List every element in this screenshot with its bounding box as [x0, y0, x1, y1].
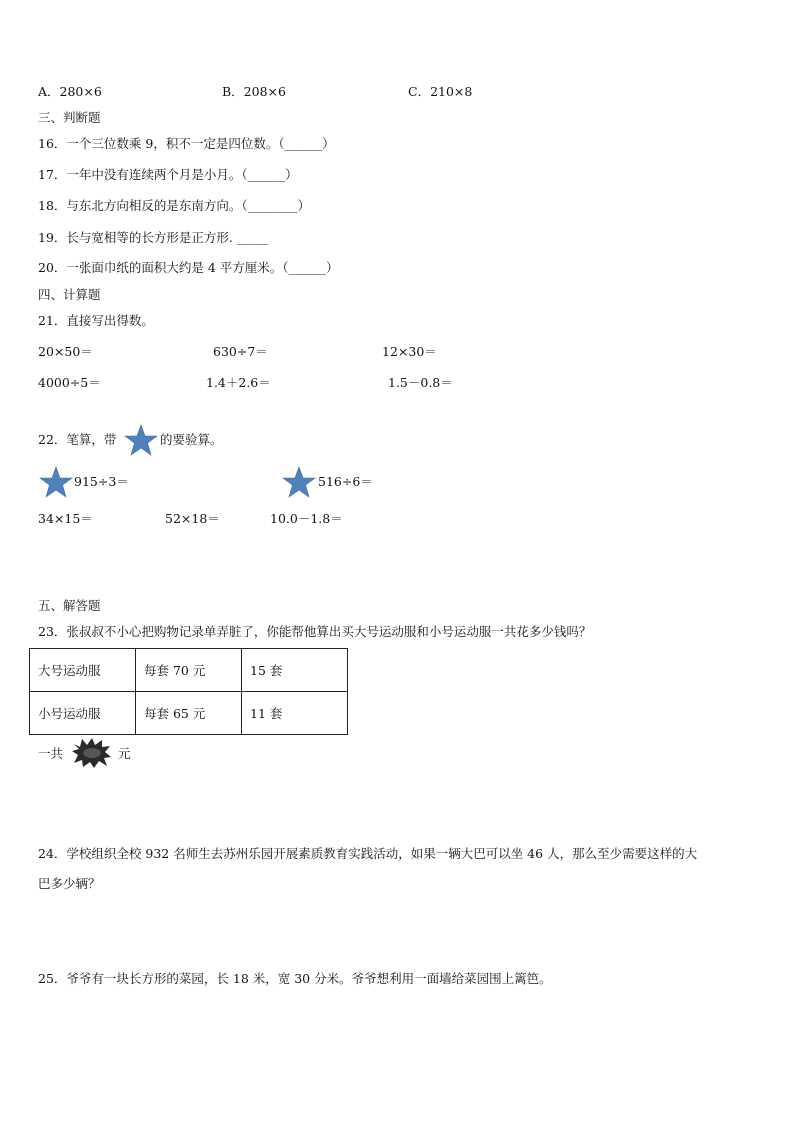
question-18: 18．与东北方向相反的是东南方向。（________）: [38, 198, 311, 213]
question-19: 19．长与宽相等的长方形是正方形. _____: [38, 230, 269, 245]
section-title-word-problems: 五、解答题: [38, 598, 101, 613]
calc-21-5: 1.4＋2.6＝: [206, 375, 271, 390]
question-25: 25．爷爷有一块长方形的菜园，长 18 米，宽 30 分米。爷爷想利用一面墙给菜园围上篱笆。: [38, 971, 552, 986]
question-24-line1: 24．学校组织全校 932 名师生去苏州乐园开展素质教育实践活动，如果一辆大巴可以坐 46 人，那么至少需要这样的大: [38, 846, 698, 861]
table-cell: 大号运动服: [30, 649, 136, 692]
question-17: 17．一年中没有连续两个月是小月。（______）: [38, 167, 298, 182]
ink-blot-icon: [72, 738, 112, 768]
option-c: C．210×8: [408, 84, 473, 99]
table-cell: 每套 65 元: [136, 692, 242, 735]
option-b: B．208×6: [222, 84, 286, 99]
option-a: A．280×6: [38, 84, 102, 99]
table-cell: 11 套: [242, 692, 348, 735]
question-21: 21．直接写出得数。: [38, 313, 154, 328]
calc-21-4: 4000÷5＝: [38, 375, 101, 390]
star-icon: [39, 466, 73, 498]
star-icon: [282, 466, 316, 498]
table-row: [30, 649, 348, 692]
total-prefix: 一共: [38, 746, 64, 761]
calc-21-1: 20×50＝: [38, 344, 93, 359]
calc-21-6: 1.5－0.8＝: [388, 375, 453, 390]
calc-22-5: 10.0－1.8＝: [270, 511, 343, 526]
table-cell: 小号运动服: [30, 692, 136, 735]
calc-22-3: 34×15＝: [38, 511, 93, 526]
table-row: [30, 692, 348, 735]
section-title-calculation: 四、计算题: [38, 287, 101, 302]
calc-22-4: 52×18＝: [165, 511, 220, 526]
question-22-suffix: 的要验算。: [160, 432, 223, 447]
question-20: 20．一张面巾纸的面积大约是 4 平方厘米。（______）: [38, 260, 339, 275]
total-suffix: 元: [118, 746, 131, 761]
calc-22-2: 516÷6＝: [318, 474, 373, 489]
table-cell: 15 套: [242, 649, 348, 692]
calc-22-1: 915÷3＝: [74, 474, 129, 489]
table-cell: 每套 70 元: [136, 649, 242, 692]
question-16: 16．一个三位数乘 9，积不一定是四位数。（______）: [38, 136, 335, 151]
question-22-prefix: 22．笔算，带: [38, 432, 117, 447]
calc-21-2: 630÷7＝: [213, 344, 268, 359]
calc-21-3: 12×30＝: [382, 344, 437, 359]
section-title-judgment: 三、判断题: [38, 110, 101, 125]
question-23: 23．张叔叔不小心把购物记录单弄脏了，你能帮他算出买大号运动服和小号运动服一共花多少钱吗？: [38, 624, 592, 639]
question-24-line2: 巴多少辆？: [38, 876, 101, 891]
star-icon: [124, 424, 158, 456]
shopping-record-table: [29, 648, 348, 735]
